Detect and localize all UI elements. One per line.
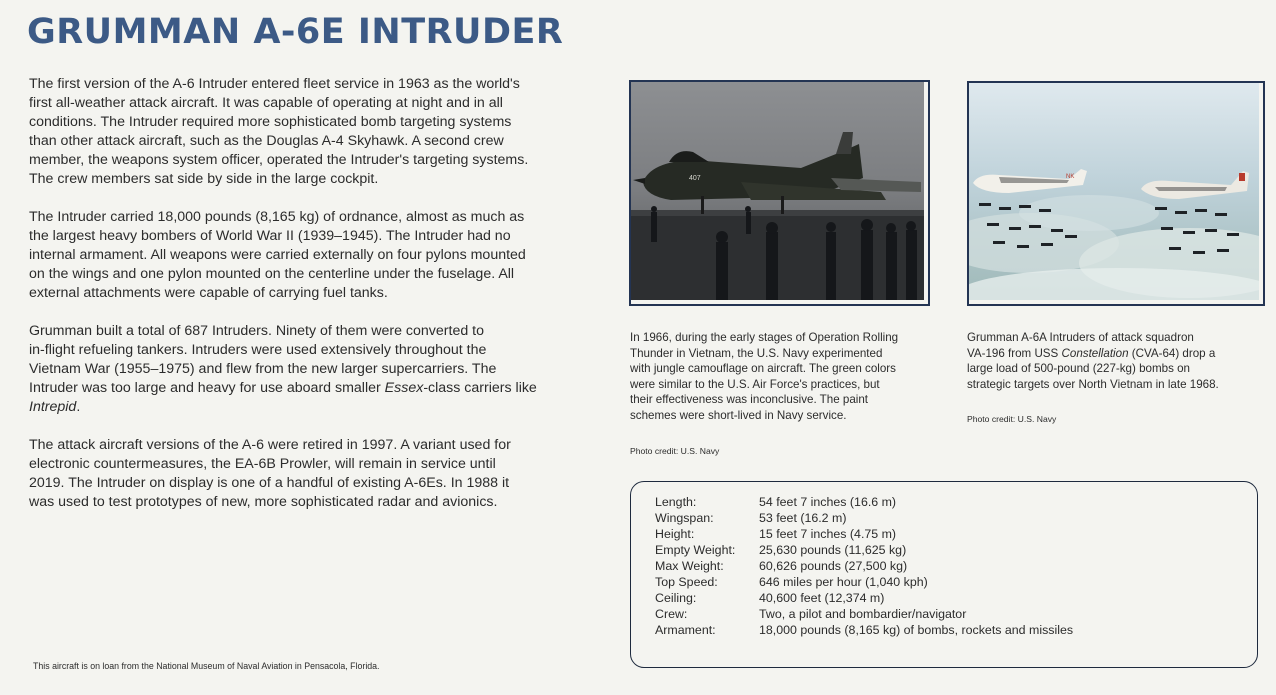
- spec-label: Ceiling:: [655, 591, 697, 605]
- spec-value: 646 miles per hour (1,040 kph): [759, 575, 928, 589]
- spec-label: Length:: [655, 495, 697, 509]
- spec-value: 15 feet 7 inches (4.75 m): [759, 527, 897, 541]
- paragraph-production-text-2: -class carriers like: [423, 380, 537, 396]
- aircraft-number: 407: [689, 175, 701, 182]
- spec-value: 60,626 pounds (27,500 kg): [759, 559, 908, 573]
- spec-label: Crew:: [655, 607, 688, 621]
- photo2-caption-text-2: (CVA-64) drop a large load of 500-pound (227-kg) bombs on strategic targets over North Vietnam in late 1968.: [967, 346, 1219, 391]
- constellation-italic: Constellation: [1061, 346, 1129, 360]
- spec-row-top-speed: [655, 574, 928, 590]
- photo2-credit: Photo credit: U.S. Navy: [967, 414, 1057, 424]
- page-title: GRUMMAN A-6E INTRUDER: [27, 12, 564, 52]
- spec-row-wingspan: [655, 510, 846, 526]
- spec-row-armament: [655, 622, 1073, 638]
- photo1-credit: Photo credit: U.S. Navy: [630, 446, 720, 456]
- spec-value: 25,630 pounds (11,625 kg): [759, 543, 907, 557]
- spec-label: Empty Weight:: [655, 543, 736, 557]
- photo1-caption: In 1966, during the early stages of Operation Rolling Thunder in Vietnam, the U.S. Navy experimented with jungle camouflage on aircraft. The green colors were similar to the U.S. Air Force's practices, but their effectiveness was inconclusive. The paint schemes were short-lived in Navy service.: [630, 331, 899, 422]
- paragraph-production-end: .: [76, 399, 81, 415]
- spec-row-empty-weight: [655, 542, 906, 558]
- paragraph-ordnance: The Intruder carried 18,000 pounds (8,165 kg) of ordnance, almost as much as the largest heavy bombers of World War II (1939–1945). The Intruder had no internal armament. All weapons were carried externally on four pylons mounted on the wings and one pylon mounted on the centerline under the fuselage. All external attachments were capable of carrying fuel tanks.: [29, 209, 526, 301]
- paragraph-retirement: The attack aircraft versions of the A-6 were retired in 1997. A variant used for electronic countermeasures, the EA-6B Prowler, will remain in service until 2019. The Intruder on display is one of a handful of existing A-6Es. In 1988 it was used to test prototypes of new, more sophisticated radar and avionics.: [29, 437, 511, 510]
- body-text: [29, 75, 589, 531]
- spec-value: Two, a pilot and bombardier/navigator: [759, 607, 967, 621]
- photo2-caption: [967, 330, 1267, 392]
- spec-row-length: [655, 494, 896, 510]
- spec-row-ceiling: [655, 590, 884, 606]
- spec-value: 54 feet 7 inches (16.6 m): [759, 495, 897, 509]
- spec-row-crew: [655, 606, 966, 622]
- loan-note: This aircraft is on loan from the National Museum of Naval Aviation in Pensacola, Florida.: [33, 661, 380, 671]
- spec-label: Height:: [655, 527, 695, 541]
- spec-label: Armament:: [655, 623, 716, 637]
- paragraph-intro: The first version of the A-6 Intruder entered fleet service in 1963 as the world's first all-weather attack aircraft. It was capable of operating at night and in all conditions. The Intruder required more sophisticated bomb targeting systems than other attack aircraft, such as the Douglas A-4 Skyhawk. A second crew member, the weapons system officer, operated the Intruder's targeting systems. The crew members sat side by side in the large cockpit.: [29, 76, 529, 187]
- photo-carrier-deck: [629, 80, 930, 306]
- paragraph-production-text: Grumman built a total of 687 Intruders. Ninety of them were converted to in-flight refueling tankers. Intruders were used extensively throughout the Vietnam War (1955–1975) and flew from the new larger supercarriers. The Intruder was too large and heavy for use aboard smaller: [29, 323, 497, 396]
- photo-bomb-drop: [967, 81, 1265, 306]
- spec-value: 18,000 pounds (8,165 kg) of bombs, rockets and missiles: [759, 623, 1074, 637]
- intrepid-italic: Intrepid: [29, 399, 77, 415]
- spec-row-height: [655, 526, 896, 542]
- spec-row-max-weight: [655, 558, 907, 574]
- specifications-box: [630, 481, 1258, 668]
- tail-code-left: NK: [1066, 174, 1075, 180]
- spec-label: Wingspan:: [655, 511, 714, 525]
- carrier-deck-image: [631, 82, 924, 300]
- spec-label: Max Weight:: [655, 559, 724, 573]
- spec-value: 40,600 feet (12,374 m): [759, 591, 885, 605]
- spec-value: 53 feet (16.2 m): [759, 511, 847, 525]
- essex-italic: Essex: [384, 380, 424, 396]
- paragraph-production: [29, 322, 589, 417]
- photo2-caption-text: Grumman A-6A Intruders of attack squadron VA-196 from USS: [967, 331, 1194, 360]
- bomb-drop-image: [969, 83, 1259, 300]
- spec-label: Top Speed:: [655, 575, 718, 589]
